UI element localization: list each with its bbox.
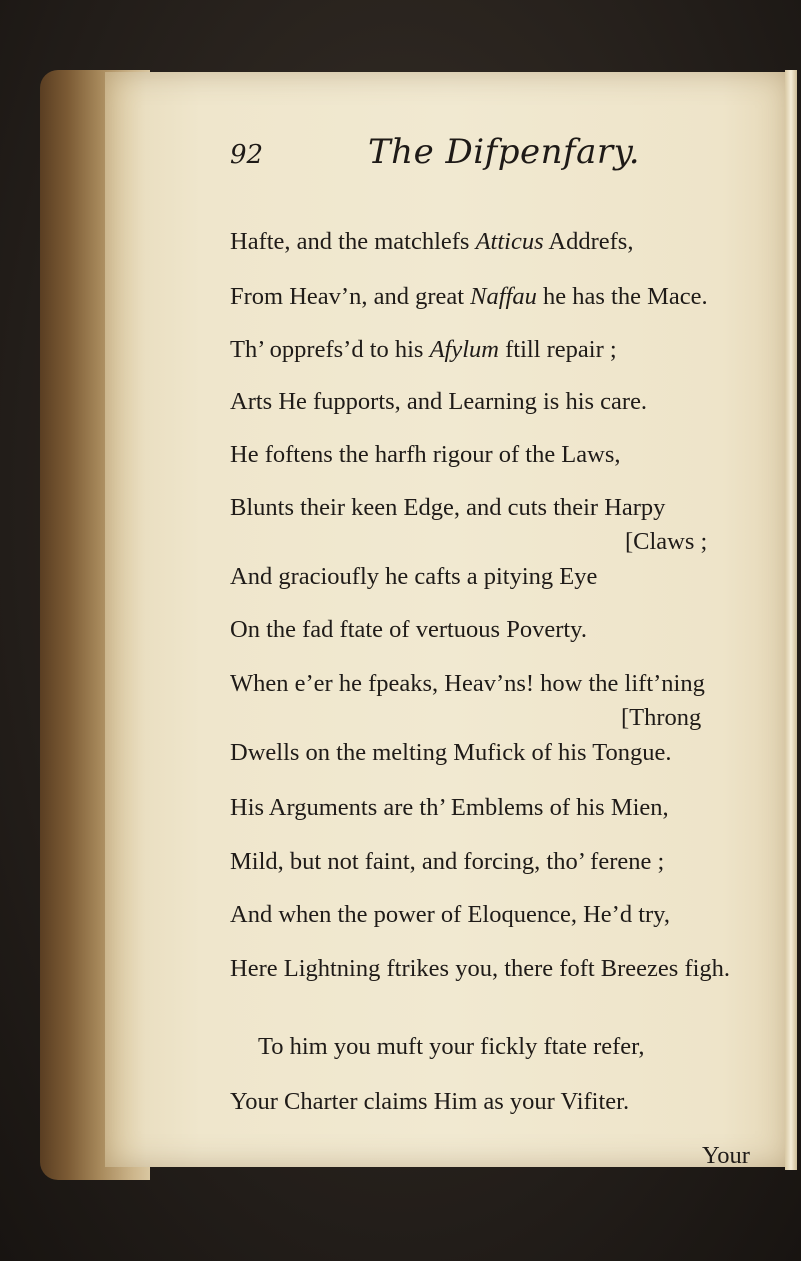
running-title: The Difpenfary.: [368, 132, 641, 172]
verse-line: Th’ opprefs’d to his Afylum ftill repair ;: [230, 336, 617, 363]
verse-line: Blunts their keen Edge, and cuts their Harpy: [230, 494, 666, 521]
page-number: 92: [230, 140, 264, 170]
verse-line: When e’er he fpeaks, Heav’ns! how the lift’ning: [230, 670, 705, 697]
verse-line: He foftens the harfh rigour of the Laws,: [230, 441, 621, 468]
verse-line: Mild, but not faint, and forcing, tho’ ferene ;: [230, 848, 665, 875]
verse-line: From Heav’n, and great Naffau he has the Mace.: [230, 283, 708, 310]
catchword: Your: [702, 1142, 750, 1169]
verse-line: Your Charter claims Him as your Vifiter.: [230, 1088, 630, 1115]
verse-line: On the fad ftate of vertuous Poverty.: [230, 616, 587, 643]
verse-line: Dwells on the melting Mufick of his Tongue.: [230, 739, 672, 766]
verse-line: Arts He fupports, and Learning is his care.: [230, 388, 648, 415]
verse-line: To him you muft your fickly ftate refer,: [258, 1033, 645, 1060]
verse-line: And gracioufly he cafts a pitying Eye: [230, 563, 598, 590]
verse-line: Hafte, and the matchlefs Atticus Addrefs,: [230, 228, 634, 255]
turnover-claws: [Claws ;: [625, 528, 708, 555]
verse-line: His Arguments are th’ Emblems of his Mien,: [230, 794, 669, 821]
verse-line: And when the power of Eloquence, He’d try,: [230, 901, 670, 928]
verse-line: Here Lightning ftrikes you, there foft Breezes figh.: [230, 955, 731, 982]
turnover-throng: [Throng: [621, 704, 702, 731]
